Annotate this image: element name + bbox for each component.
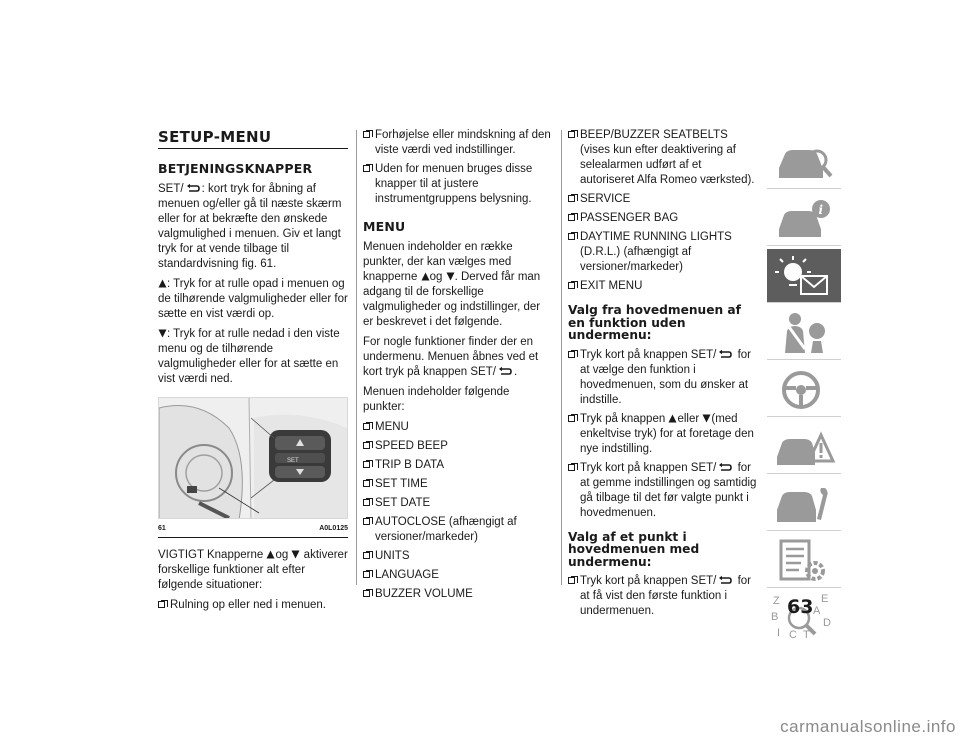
menu-list-item: BEEP/BUZZER SEATBELTS (vises kun efter deaktivering af selealarmen udført af et autoriseret Alfa Romeo værksted). — [568, 128, 758, 188]
menu-list-item: MENU — [363, 420, 553, 435]
menu-items-intro: Menuen indeholder følgende punkter: — [363, 386, 510, 413]
return-arrow-icon — [498, 366, 512, 376]
checkbox-bullet-icon — [363, 423, 370, 430]
checkbox-bullet-icon — [363, 461, 370, 468]
menu-list-item: TRIP B DATA — [363, 458, 553, 473]
column-divider — [561, 130, 562, 585]
index-letter: Z — [773, 595, 780, 607]
checkbox-bullet-icon — [363, 165, 370, 172]
checkbox-bullet-icon — [363, 131, 370, 138]
return-arrow-icon — [718, 349, 732, 359]
menu-list-item: SET TIME — [363, 477, 553, 492]
menu-description: Menuen indeholder en række punkter, der kan vælges med knapperne og . Derved får man adgang til de forskellige valgmuligheder og indstillinger, der er beskrevet i det følgende. — [363, 241, 541, 328]
steering-column-figure — [158, 397, 348, 519]
emergency-tab[interactable] — [767, 420, 841, 474]
down-button-description: : Tryk for at rulle nedad i den viste menu og de tilhørende valgmuligheder eller for at sætte en vist værdi ned. — [158, 328, 340, 385]
up-button-description: : Tryk for at rulle opad i menuen og de tilhørende valgmuligheder eller for sætte en vist værdi op. — [158, 278, 348, 320]
light-envelope-icon — [771, 252, 837, 300]
index-letter: B — [771, 611, 779, 623]
checkbox-bullet-icon — [568, 577, 575, 584]
menu-list-item: DAYTIME RUNNING LIGHTS (D.R.L.) (afhængigt af versioner/markeder) — [568, 230, 758, 275]
step-item: Tryk kort på knappen SET/ for at vælge den funktion i hovedmenuen, som du ønsker at indstille. — [568, 348, 758, 408]
checkbox-bullet-icon — [363, 442, 370, 449]
steering-stalk-illustration — [159, 398, 348, 519]
menu-list-item: PASSENGER BAG — [568, 211, 758, 226]
checkbox-bullet-icon — [158, 601, 165, 608]
menu-list-item: SET DATE — [363, 496, 553, 511]
checkbox-bullet-icon — [568, 214, 575, 221]
up-arrow-icon — [158, 279, 167, 288]
menu-list-item: BUZZER VOLUME — [363, 587, 553, 602]
return-arrow-icon — [718, 575, 732, 585]
heading-with-submenu: Valg af et punkt i hovedmenuen med undermenu: — [568, 529, 700, 569]
menu-list-item: LANGUAGE — [363, 568, 553, 583]
watermark: carmanualsonline.info — [780, 717, 956, 736]
figure-code: A0L0125 — [319, 525, 348, 532]
checkbox-bullet-icon — [568, 415, 575, 422]
column-1 — [158, 128, 348, 617]
set-button-description: SET/ : kort tryk for åbning af menuen og/eller gå til næste skærm eller for at bekræfte den ønskede valgmulighed i menuen. Giv et langt tryk for at vende tilbage til standardvisning fig. 61. — [158, 183, 342, 270]
down-arrow-icon — [291, 550, 300, 559]
index-letter: C — [789, 629, 797, 641]
technical-data-tab[interactable] — [767, 534, 841, 588]
checkbox-bullet-icon — [568, 464, 575, 471]
svg-text:i: i — [818, 203, 824, 217]
checkbox-bullet-icon — [363, 590, 370, 597]
menu-list-item: AUTOCLOSE (afhængigt af versioner/markeder) — [363, 515, 553, 545]
figure-set-label: SET — [287, 458, 299, 464]
menu-list-item: SPEED BEEP — [363, 439, 553, 454]
important-note: VIGTIGT Knapperne og aktiverer forskellige funktioner alt efter følgende situationer: — [158, 549, 348, 591]
starting-driving-tab[interactable] — [767, 363, 841, 417]
menu-list-item: UNITS — [363, 549, 553, 564]
car-dashboard-tab[interactable] — [767, 135, 841, 189]
checkbox-bullet-icon — [568, 195, 575, 202]
menu-items-list — [363, 420, 553, 602]
car-warning-icon — [771, 423, 837, 471]
menu-list-item: EXIT MENU — [568, 279, 758, 294]
column-2 — [363, 128, 553, 606]
index-letter: I — [777, 627, 781, 639]
step-item: Tryk på knappen eller (med enkeltvise tryk) for at foretage den nye indstilling. — [568, 412, 758, 457]
checkbox-bullet-icon — [568, 131, 575, 138]
step-item: Tryk kort på knappen SET/ for at gemme indstillingen og samtidig gå tilbage til det før valgte punkt i hovedmenuen. — [568, 461, 758, 521]
return-arrow-icon — [718, 462, 732, 472]
checkbox-bullet-icon — [363, 499, 370, 506]
subsection-title-buttons: BETJENINGSKNAPPER — [158, 161, 313, 176]
checkbox-bullet-icon — [363, 552, 370, 559]
checkbox-bullet-icon — [363, 480, 370, 487]
checkbox-bullet-icon — [568, 233, 575, 240]
car-wrench-icon — [771, 480, 837, 528]
list-item: Forhøjelse eller mindskning af den viste værdi ved indstillinger. — [363, 128, 553, 158]
chapter-tabs-sidebar — [767, 135, 841, 648]
down-arrow-icon — [158, 329, 167, 338]
checkbox-bullet-icon — [363, 571, 370, 578]
return-arrow-icon — [186, 183, 200, 193]
column-divider — [356, 130, 357, 585]
checkbox-bullet-icon — [363, 518, 370, 525]
heading-no-submenu: Valg fra hovedmenuen af en funktion uden undermenu: — [568, 303, 741, 342]
list-item: Rulning op eller ned i menuen. — [158, 598, 348, 613]
menu-list-item: SERVICE — [568, 192, 758, 207]
figure-number: 61 — [158, 525, 166, 532]
car-info-tab[interactable] — [767, 192, 841, 246]
document-gear-icon — [771, 537, 837, 585]
checkbox-bullet-icon — [568, 351, 575, 358]
step-item: Tryk kort på knappen SET/ for at få vist den første funktion i undermenuen. — [568, 574, 758, 619]
subsection-title-menu: MENU — [363, 219, 406, 234]
page-number: 63 — [787, 596, 814, 618]
maintenance-tab[interactable] — [767, 477, 841, 531]
up-arrow-icon — [421, 272, 430, 281]
submenu-description: For nogle funktioner finder der en undermenu. Menuen åbnes ved et kort tryk på knappen SET/ . — [363, 336, 539, 378]
section-title: SETUP-MENU — [158, 130, 348, 149]
figure-caption — [158, 521, 348, 538]
seatbelt-person-icon — [771, 309, 837, 357]
down-arrow-icon — [446, 272, 455, 281]
car-info-icon — [771, 195, 837, 243]
column-3 — [568, 128, 758, 623]
car-magnifier-icon — [771, 138, 837, 186]
index-letter: D — [823, 617, 831, 629]
lights-message-tab[interactable] — [767, 249, 841, 303]
list-item: Uden for menuen bruges disse knapper til at justere instrumentgruppens belysning. — [363, 162, 553, 207]
index-letter: T — [803, 629, 810, 641]
index-letter: A — [813, 605, 821, 617]
checkbox-bullet-icon — [568, 282, 575, 289]
index-letter: E — [821, 593, 829, 605]
safety-tab[interactable] — [767, 306, 841, 360]
steering-wheel-icon — [771, 366, 837, 414]
